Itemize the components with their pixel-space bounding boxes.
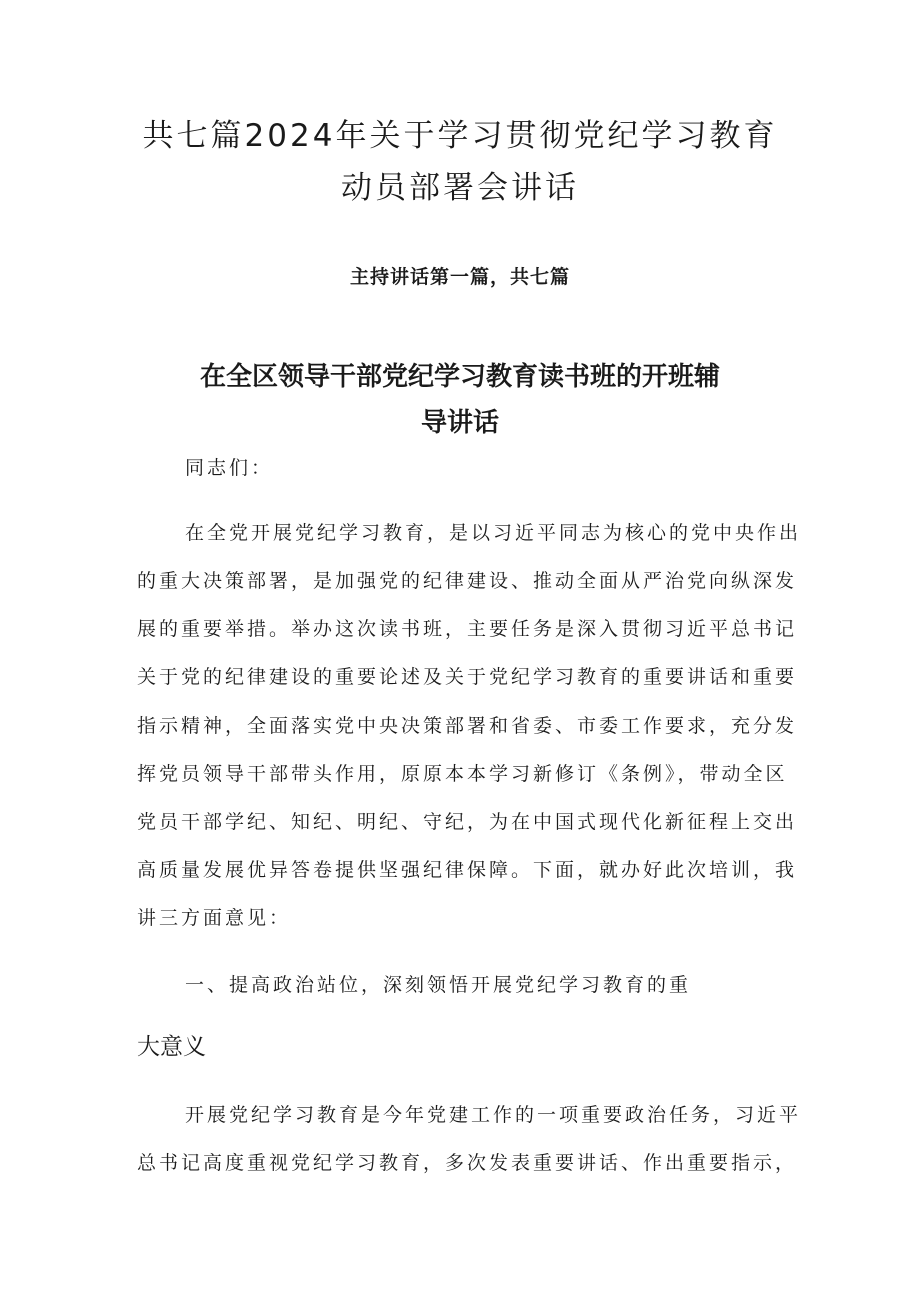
paragraph-1-line: 高质量发展优异答卷提供坚强纪律保障。下面，就办好此次培训，我	[137, 859, 798, 881]
paragraph-1-line: 在全党开展党纪学习教育，是以习近平同志为核心的党中央作出	[185, 522, 802, 544]
paragraph-1-line: 展的重要举措。举办这次读书班，主要任务是深入贯彻习近平总书记	[137, 618, 798, 640]
salutation: 同志们：	[185, 457, 274, 479]
paragraph-1-line: 挥党员领导干部带头作用，原原本本学习新修订《条例》，带动全区	[137, 763, 788, 785]
paragraph-1-line: 党员干部学纪、知纪、明纪、守纪，为在中国式现代化新征程上交出	[137, 811, 798, 833]
host-speech-label: 主持讲话第一篇，共七篇	[349, 266, 570, 288]
paragraph-1-line: 的重大决策部署，是加强党的纪律建设、推动全面从严治党向纵深发	[137, 570, 798, 592]
section-1-heading: 一、提高政治站位，深刻领悟开展党纪学习教育的重	[185, 974, 692, 996]
paragraph-1-line: 讲三方面意见：	[137, 907, 292, 929]
paragraph-2-line: 开展党纪学习教育是今年党建工作的一项重要政治任务，习近平	[185, 1104, 802, 1126]
document-title-line-1: 共七篇2024年关于学习贯彻党纪学习教育	[142, 118, 778, 154]
paragraph-1-line: 指示精神，全面落实党中央决策部署和省委、市委工作要求，充分发	[137, 715, 798, 737]
speech-subtitle-line-1: 在全区领导干部党纪学习教育读书班的开班辅	[199, 361, 720, 392]
paragraph-1-line: 关于党的纪律建设的重要论述及关于党纪学习教育的重要讲话和重要	[137, 666, 798, 688]
section-1-heading-continued: 大意义	[137, 1034, 206, 1060]
speech-subtitle-line-2: 导讲话	[420, 407, 499, 438]
paragraph-2-line: 总书记高度重视党纪学习教育，多次发表重要讲话、作出重要指示，	[137, 1152, 798, 1174]
document-title-line-2: 动员部署会讲话	[341, 170, 579, 206]
